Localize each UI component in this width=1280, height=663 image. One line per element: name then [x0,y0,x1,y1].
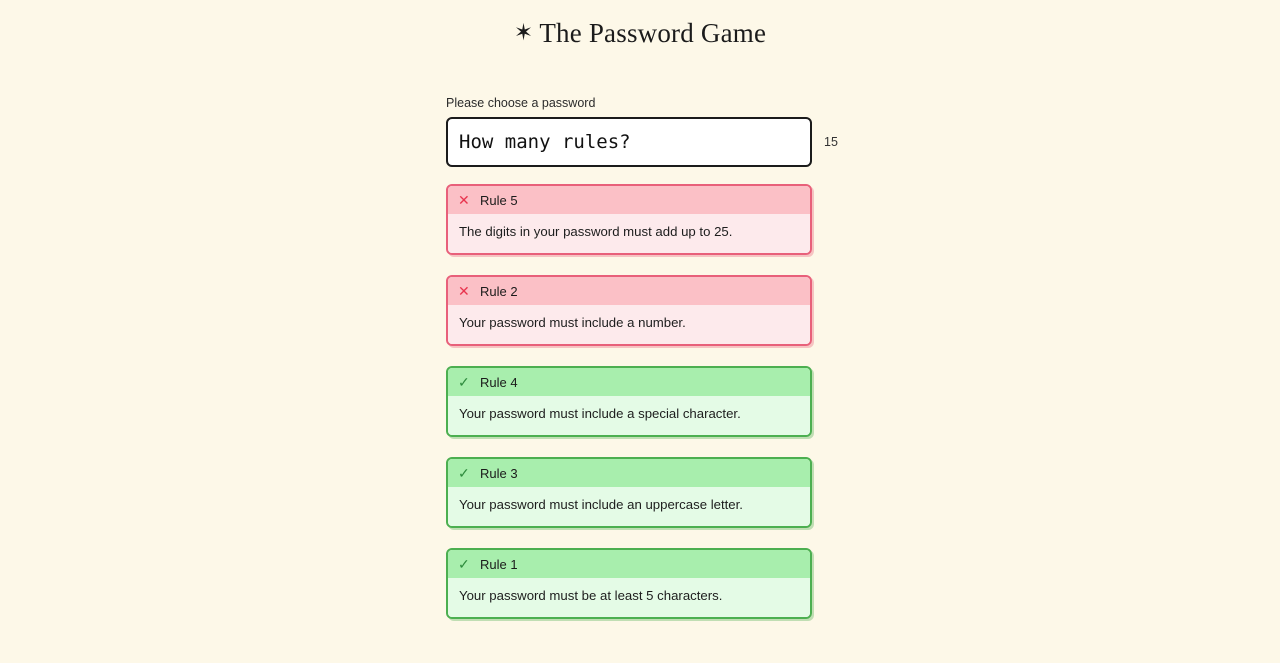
rule-header [448,550,810,578]
asterisk-icon: ✶ [513,20,534,45]
password-prompt-label: Please choose a password [446,96,596,110]
rule-header [448,459,810,487]
password-input[interactable] [446,117,812,167]
rule-header [448,277,810,305]
page-title-text: The Password Game [539,18,767,48]
rule-description: Your password must include a special character. [448,396,810,435]
rule-card [446,366,812,437]
rules-list [446,184,846,619]
page-title [0,0,1280,49]
check-icon: ✓ [458,556,470,572]
rule-header [448,368,810,396]
rule-description: The digits in your password must add up to 25. [448,214,810,253]
rule-card [446,548,812,619]
rule-description: Your password must be at least 5 characters. [448,578,810,617]
rule-description: Your password must include an uppercase letter. [448,487,810,526]
rule-header [448,186,810,214]
rule-description: Your password must include a number. [448,305,810,344]
check-icon: ✓ [458,374,470,390]
rule-label: Rule 1 [480,556,518,572]
rule-card [446,184,812,255]
password-input-row [446,117,846,167]
check-icon: ✓ [458,465,470,481]
rule-label: Rule 3 [480,465,518,481]
character-counter: 15 [824,135,838,149]
rule-label: Rule 4 [480,374,518,390]
cross-icon: ✕ [458,192,470,208]
cross-icon: ✕ [458,283,470,299]
rule-card [446,457,812,528]
rule-card [446,275,812,346]
rule-label: Rule 2 [480,283,518,299]
game-container [446,96,846,639]
rule-label: Rule 5 [480,192,518,208]
